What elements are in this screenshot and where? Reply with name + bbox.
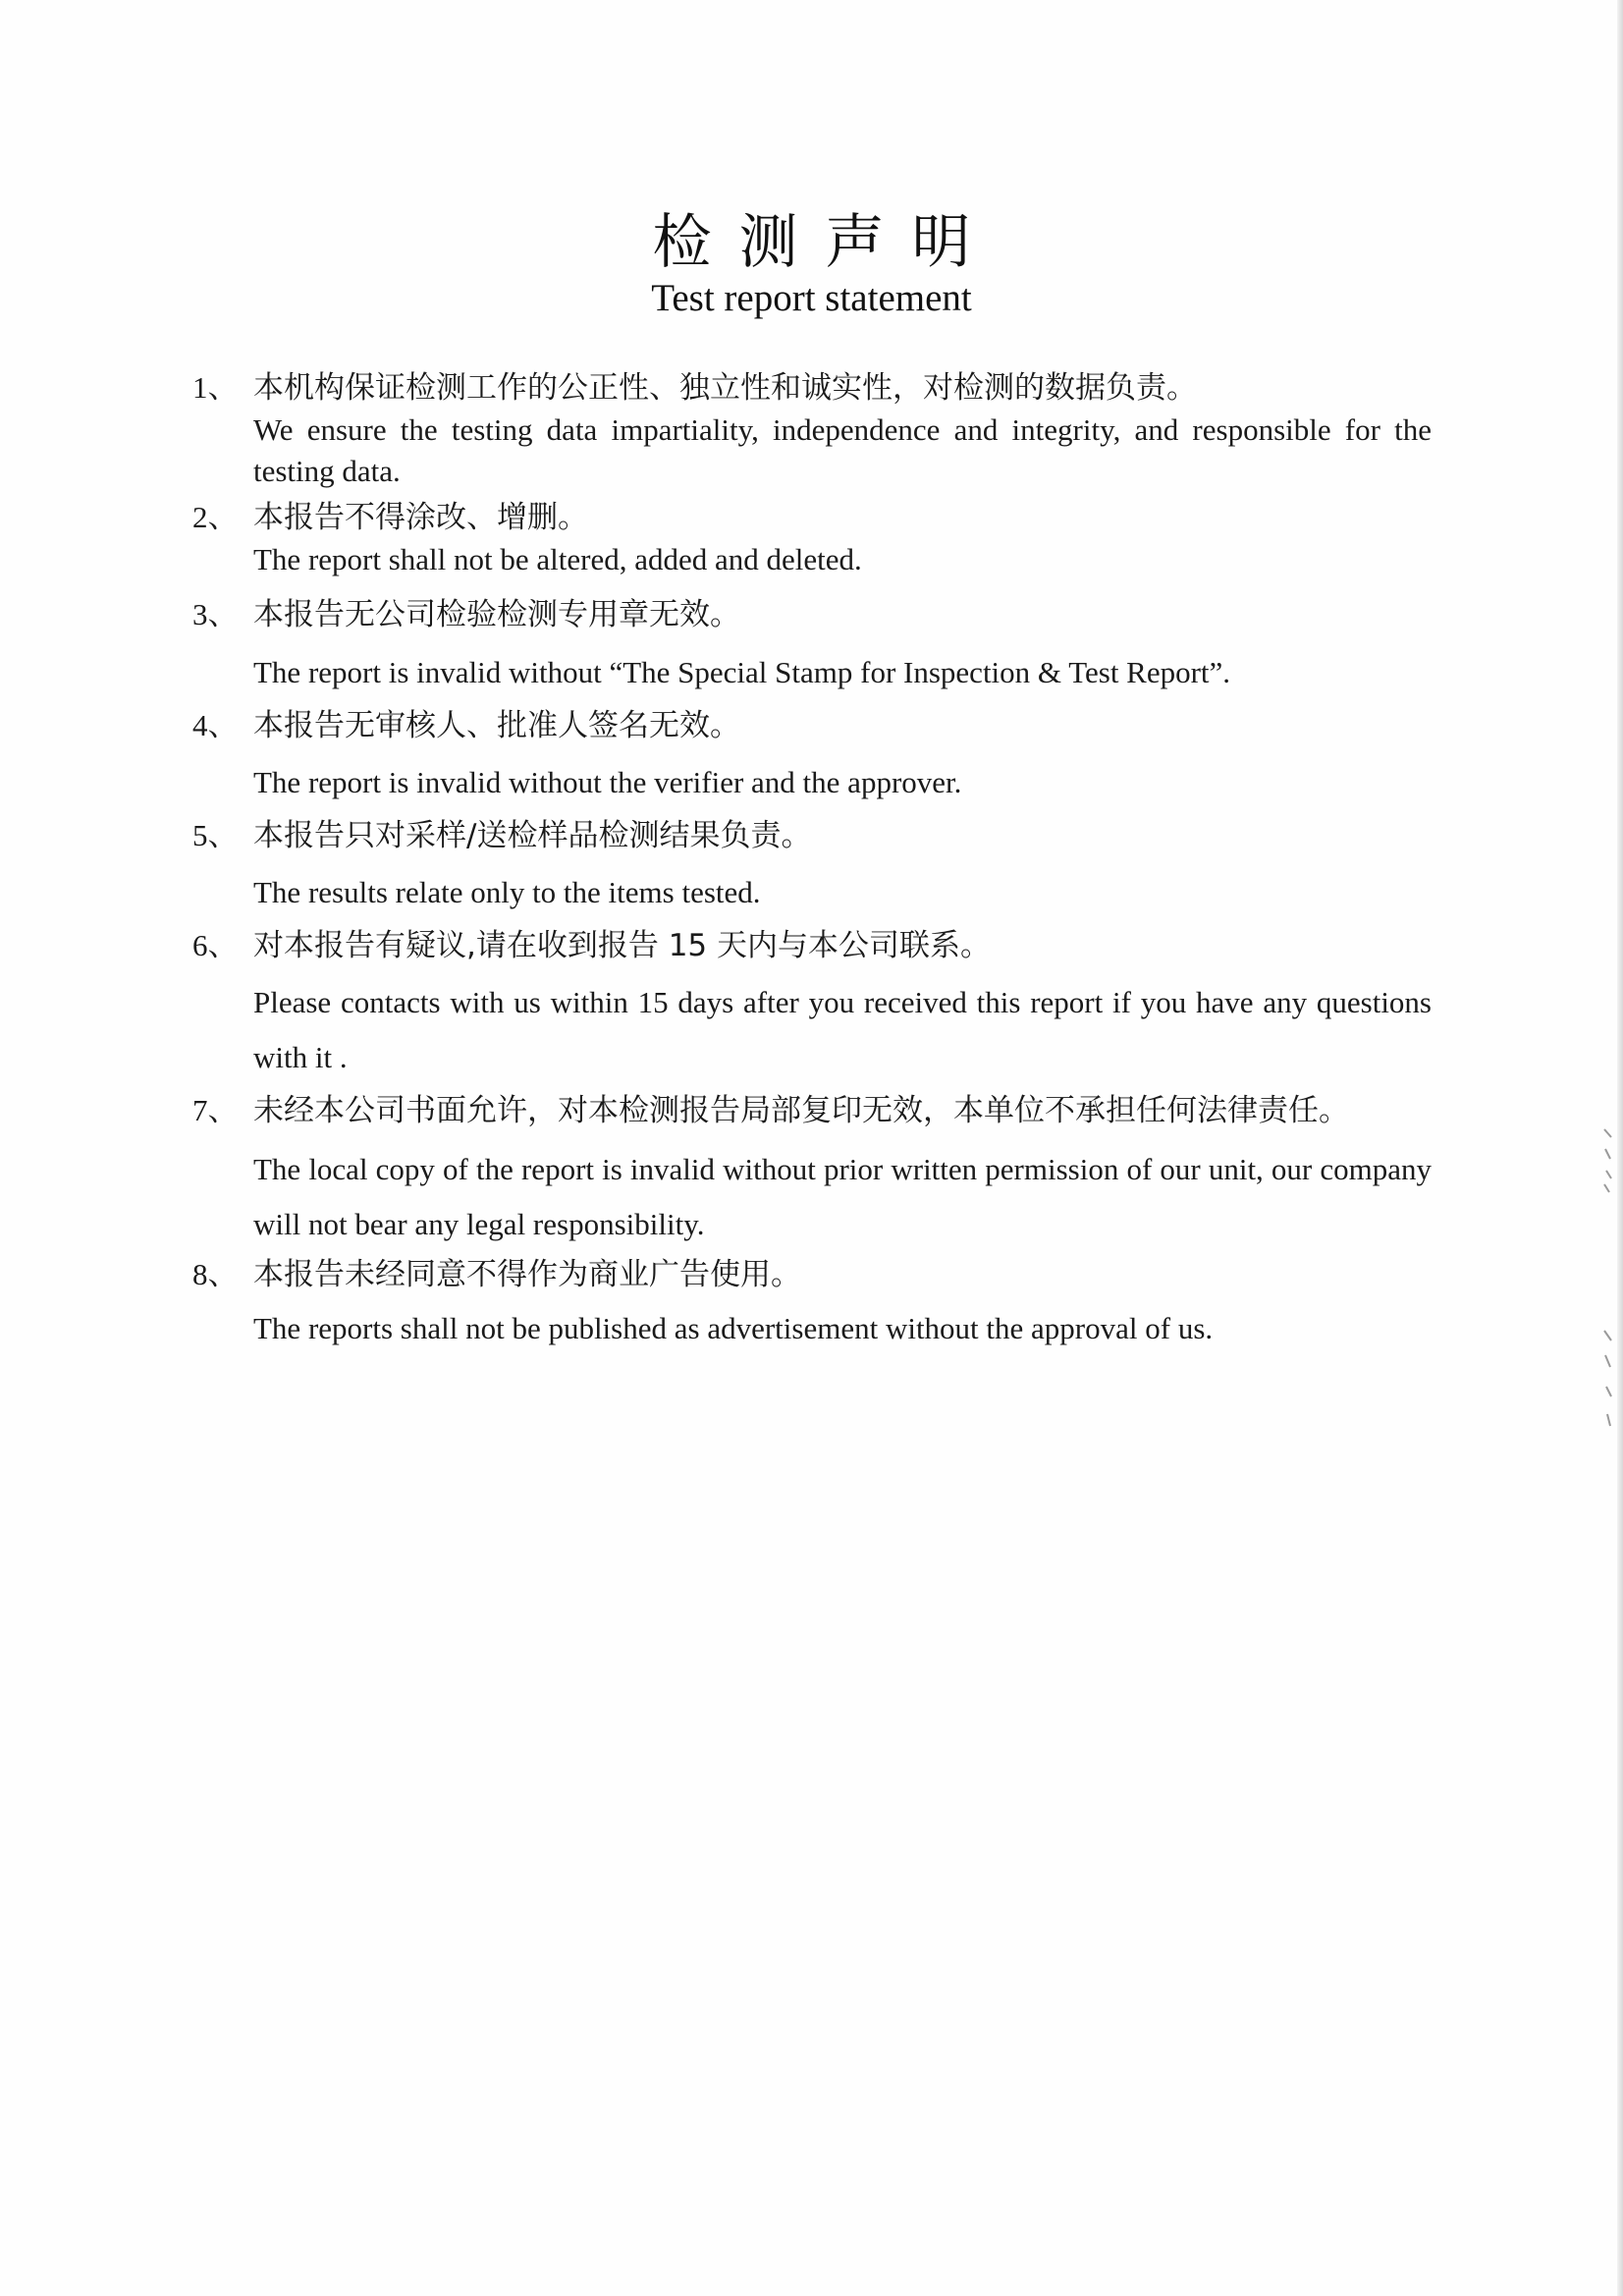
statement-number: 7、 (192, 1093, 239, 1127)
page-edge-shadow (1617, 0, 1623, 2296)
statement-text-chinese: 本报告无公司检验检测专用章无效。 (253, 597, 740, 632)
statement-text-english: Please contacts with us within 15 days after you received this report if you have any questions with it . (253, 985, 1432, 1074)
statement-text-english: The local copy of the report is invalid without prior written permission of our unit, our company will not bear any legal responsibility. (253, 1152, 1432, 1241)
statement-text-chinese: 本报告无审核人、批准人签名无效。 (253, 708, 740, 743)
statement-text-chinese: 本报告不得涂改、增删。 (253, 500, 588, 535)
statement-text-english: The report is invalid without the verifier and the approver. (253, 765, 962, 799)
title-chinese: 检测声明 (652, 208, 999, 277)
statement-number: 6、 (192, 928, 239, 962)
statement-text-english: The reports shall not be published as advertisement without the approval of us. (253, 1311, 1214, 1345)
statement-text-english: The report shall not be altered, added and deleted. (253, 542, 862, 576)
statement-number: 8、 (192, 1257, 239, 1291)
statement-number: 5、 (192, 818, 239, 852)
statement-text-english: The report is invalid without “The Special Stamp for Inspection & Test Report”. (253, 655, 1231, 689)
statement-text-english: We ensure the testing data impartiality, independence and integrity, and responsible for the testing data. (253, 412, 1432, 488)
statement-number: 2、 (192, 500, 239, 534)
statement-number: 1、 (192, 370, 239, 405)
statement-number: 3、 (192, 597, 239, 631)
statement-text-chinese: 本报告只对采样/送检样品检测结果负责。 (253, 818, 812, 853)
statement-text-english: The results relate only to the items tested. (253, 875, 761, 909)
statement-text-chinese: 未经本公司书面允许，对本检测报告局部复印无效，本单位不承担任何法律责任。 (253, 1093, 1349, 1128)
statement-text-chinese: 对本报告有疑议,请在收到报告 15 天内与本公司联系。 (253, 928, 992, 963)
statement-number: 4、 (192, 708, 239, 742)
margin-scan-marks (1601, 1120, 1613, 1453)
title-english: Test report statement (651, 277, 972, 319)
statement-text-chinese: 本机构保证检测工作的公正性、独立性和诚实性，对检测的数据负责。 (253, 370, 1197, 406)
statement-text-chinese: 本报告未经同意不得作为商业广告使用。 (253, 1257, 801, 1292)
